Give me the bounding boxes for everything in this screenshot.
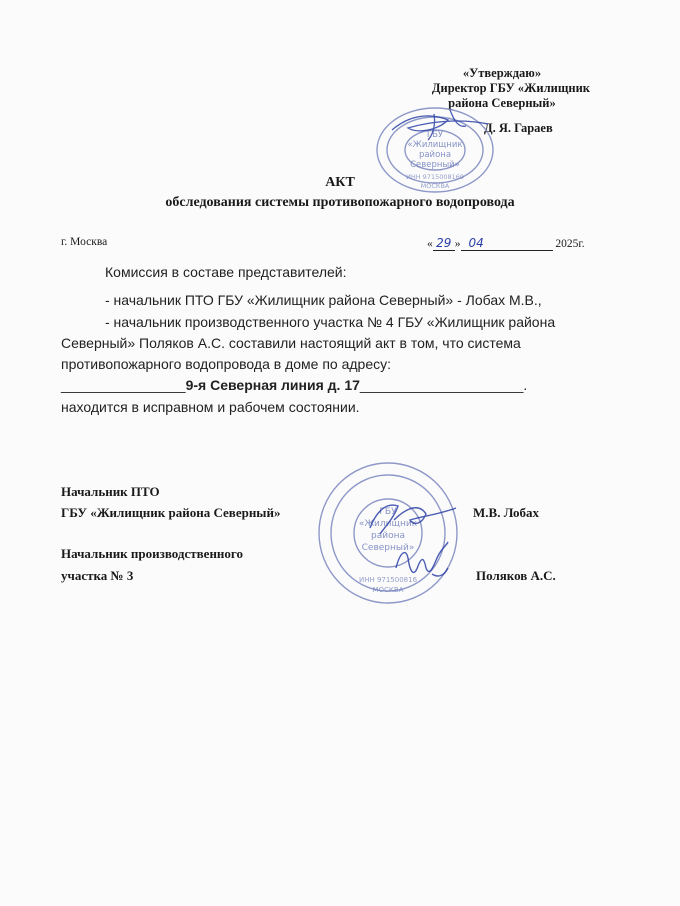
director-signature xyxy=(388,106,498,142)
stamp-bottom-inn: ИНН 971500816 xyxy=(358,576,418,584)
approval-line-3: района Северный» xyxy=(448,96,556,110)
stamp-top-city: МОСКВА xyxy=(420,182,450,190)
stamp-top-text-3: района xyxy=(418,150,452,160)
stamp-bottom-city: МОСКВА xyxy=(372,586,404,594)
approval-line-2: Директор ГБУ «Жилищник xyxy=(431,81,590,95)
body-line-4: Северный» Поляков А.С. составили настоящий акт в том, что система xyxy=(61,335,521,351)
body-line-7: находится в исправном и рабочем состоянии. xyxy=(61,399,360,415)
body-line-1: Комиссия в составе представителей: xyxy=(105,264,347,280)
stamp-bottom-text-3: района xyxy=(371,531,405,541)
date-month: 04 xyxy=(468,236,484,250)
stamp-top-text-2: «Жилищник xyxy=(407,140,463,150)
body-line-5: противопожарного водопровода в доме по адресу: xyxy=(61,356,392,372)
address-underline-left: ________________ xyxy=(61,377,186,393)
stamp-bottom-text-2: «Жилищник xyxy=(358,519,418,529)
stamp-top-inn: ИНН 9715008169 xyxy=(405,173,465,181)
pto-title-line-1: Начальник ПТО xyxy=(61,484,160,499)
address-value: 9-я Северная линия д. 17 xyxy=(185,377,360,393)
date-quote-close: » xyxy=(454,238,461,250)
date-line xyxy=(427,236,585,251)
site-title-line-2: участка № 3 xyxy=(61,568,134,583)
approval-signer: Д. Я. Гараев xyxy=(484,121,553,135)
stamp-bottom-text-4: Северный» xyxy=(361,543,415,553)
document-title: АКТ xyxy=(325,175,355,190)
date-quote-open: « xyxy=(427,238,433,250)
site-name: Поляков А.С. xyxy=(476,568,556,583)
stamp-bottom-text-1: ГБУ xyxy=(379,507,397,517)
date-day: 29 xyxy=(436,236,452,250)
site-signature xyxy=(392,538,452,586)
document-subtitle: обследования системы противопожарного водопровода xyxy=(165,195,515,210)
pto-name: М.В. Лобах xyxy=(473,505,540,520)
approval-line-1: «Утверждаю» xyxy=(462,66,542,80)
approval-block xyxy=(431,66,590,111)
pto-signature xyxy=(364,494,460,544)
address-line xyxy=(61,377,527,393)
site-title-line-1: Начальник производственного xyxy=(61,546,243,561)
body-line-2: - начальник ПТО ГБУ «Жилищник района Северный» - Лобах М.В., xyxy=(105,292,542,308)
address-underline-right: _____________________. xyxy=(359,377,528,393)
stamp-top-text-1: ГБУ xyxy=(426,130,444,140)
pto-title-line-2: ГБУ «Жилищник района Северный» xyxy=(61,505,281,520)
date-year: 2025г. xyxy=(555,238,585,250)
body-line-3: - начальник производственного участка № 4 ГБУ «Жилищник района xyxy=(105,314,556,330)
city-label: г. Москва xyxy=(61,236,108,248)
stamp-top-text-4: Северный» xyxy=(410,160,460,170)
